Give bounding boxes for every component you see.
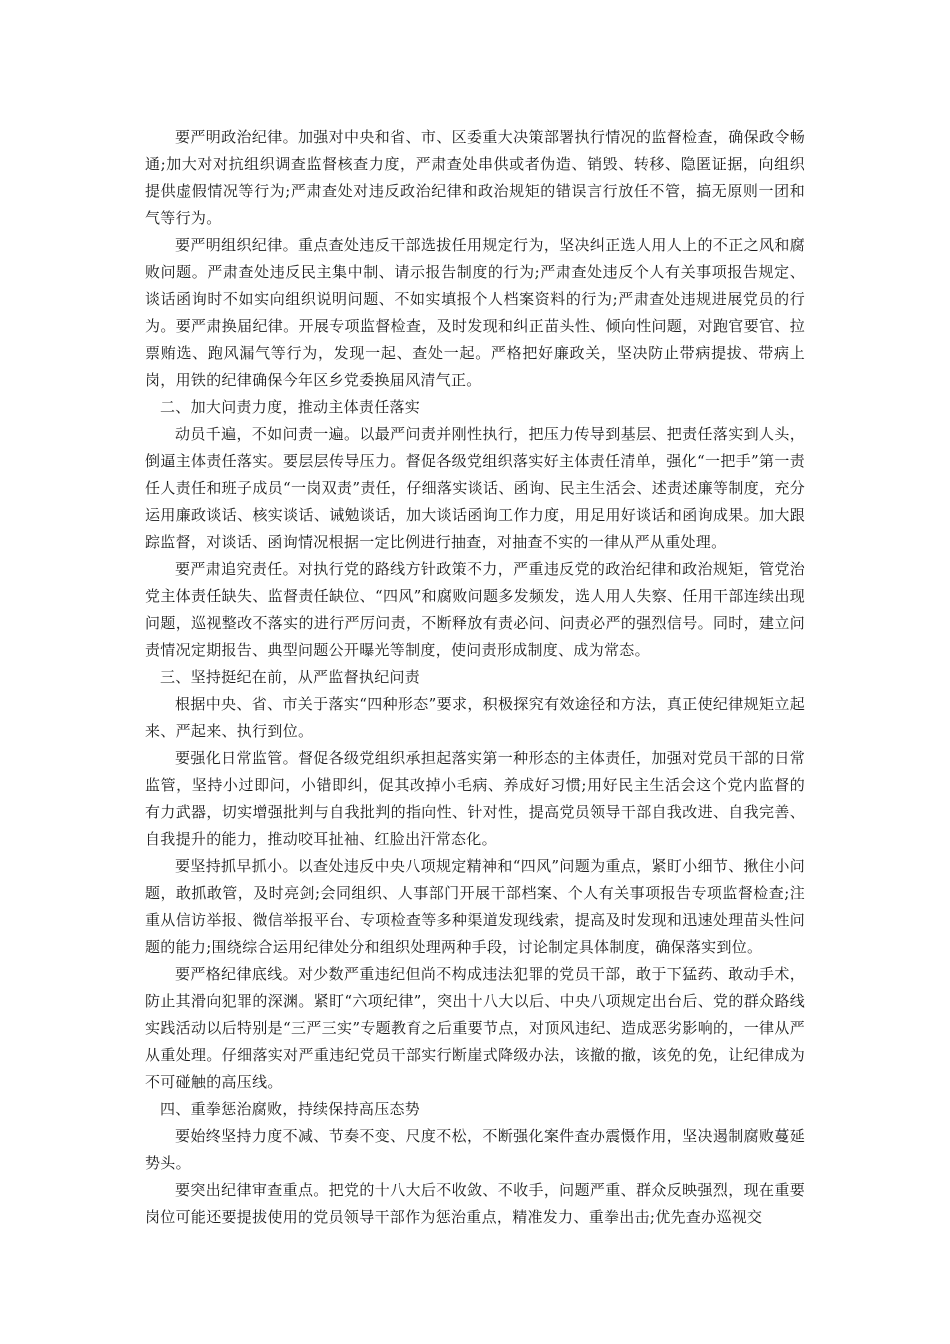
paragraph-political-discipline: 要严明政治纪律。加强对中央和省、市、区委重大决策部署执行情况的监督检查，确保政令畅通;加大对对抗组织调查监督核查力度，严肃查处串供或者伪造、销毁、转移、隐匿证据，向组织提供虚假情况等行为;严肃查处对违反政治纪律和政治规矩的错误言行放任不管，搞无原则一团和气等行为。 (145, 128, 805, 227)
paragraph-organizational-discipline: 要严明组织纪律。重点查处违反干部选拔任用规定行为，坚决纠正选人用人上的不正之风和腐败问题。严肃查处违反民主集中制、请示报告制度的行为;严肃查处违反个人有关事项报告规定、谈话函询时不如实向组织说明问题、不如实填报个人档案资料的行为;严肃查处违规进展党员的行为。要严肃换届纪律。开展专项监督检查，及时发现和纠正苗头性、倾向性问题，对跑官要官、拉票贿选、跑风漏气等行为，发现一起、查处一起。严格把好廉政关，坚决防止带病提拔、带病上岗，用铁的纪律确保今年区乡党委换届风清气正。 (145, 236, 805, 389)
section-heading-discipline-first: 三、坚持挺纪在前，从严监督执纪问责 (160, 668, 421, 686)
paragraph-accountability-intro: 动员千遍，不如问责一遍。以最严问责并刚性执行，把压力传导到基层、把责任落实到人头，倒逼主体责任落实。要层层传导压力。督促各级党组织落实好主体责任清单，强化“一把手”第一责任人责任和班子成员“一岗双责”责任，仔细落实谈话、函询、民主生活会、述责述廉等制度，充分运用廉政谈话、核实谈话、诫勉谈话，加大谈话函询工作力度，用足用好谈话和函询成果。加大跟踪监督，对谈话、函询情况根据一定比例进行抽查，对抽查不实的一律从严从重处理。 (145, 425, 805, 551)
paragraph-daily-supervision: 要强化日常监管。督促各级党组织承担起落实第一种形态的主体责任，加强对党员干部的日常监管，坚持小过即问，小错即纠，促其改掉小毛病、养成好习惯;用好民主生活会这个党内监督的有力武器，切实增强批判与自我批判的指向性、针对性，提高党员领导干部自我改进、自我完善、自我提升的能力，推动咬耳扯袖、红脸出汗常态化。 (145, 749, 805, 848)
document-body (145, 124, 805, 1231)
section-heading-anti-corruption: 四、重拳惩治腐败，持续保持高压态势 (160, 1100, 421, 1118)
paragraph-discipline-bottom-line: 要严格纪律底线。对少数严重违纪但尚不构成违法犯罪的党员干部，敢于下猛药、敢动手术，防止其滑向犯罪的深渊。紧盯“六项纪律”，突出十八大以后、中央八项规定出台后、党的群众路线实践活动以后特别是“三严三实”专题教育之后重要节点，对顶风违纪、造成恶劣影响的，一律从严从重处理。仔细落实对严重违纪党员干部实行断崖式降级办法，该撤的撤，该免的免，让纪律成为不可碰触的高压线。 (145, 965, 805, 1091)
paragraph-four-forms: 根据中央、省、市关于落实“四种形态”要求，积极探究有效途径和方法，真正使纪律规矩立起来、严起来、执行到位。 (145, 695, 805, 740)
paragraph-early-intervention: 要坚持抓早抓小。以查处违反中央八项规定精神和“四风”问题为重点，紧盯小细节、揪住小问题，敢抓敢管，及时亮剑;会同组织、人事部门开展干部档案、个人有关事项报告专项监督检查;注重从信访举报、微信举报平台、专项检查等多种渠道发现线索，提高及时发现和迅速处理苗头性问题的能力;围绕综合运用纪律处分和组织处理两种手段，讨论制定具体制度，确保落实到位。 (145, 857, 805, 956)
section-heading-accountability: 二、加大问责力度，推动主体责任落实 (160, 398, 421, 416)
paragraph-pursue-responsibility: 要严肃追究责任。对执行党的路线方针政策不力，严重违反党的政治纪律和政治规矩，管党治党主体责任缺失、监督责任缺位、“四风”和腐败问题多发频发，选人用人失察、任用干部连续出现问题，巡视整改不落实的进行严厉问责，不断释放有责必问、问责必严的强烈信号。同时，建立问责情况定期报告、典型问题公开曝光等制度，使问责形成制度、成为常态。 (145, 560, 805, 659)
paragraph-review-priorities: 要突出纪律审查重点。把党的十八大后不收敛、不收手，问题严重、群众反映强烈，现在重要岗位可能还要提拔使用的党员领导干部作为惩治重点，精准发力、重拳出击;优先查办巡视交 (145, 1181, 805, 1226)
paragraph-sustained-pressure: 要始终坚持力度不减、节奏不变、尺度不松，不断强化案件查办震慑作用，坚决遏制腐败蔓延势头。 (145, 1127, 805, 1172)
